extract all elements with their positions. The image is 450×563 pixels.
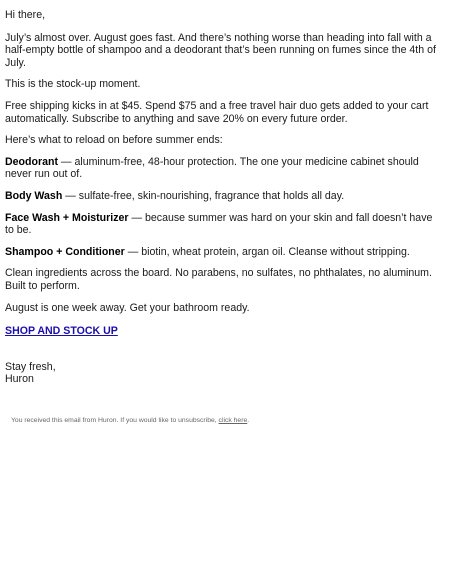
product-name: Shampoo + Conditioner [5,245,125,258]
ingredients-paragraph: Clean ingredients across the board. No parabens, no sulfates, no phthalates, no aluminum. Built to perform. [5,267,432,292]
stock-up-paragraph: This is the stock-up moment. [5,78,141,91]
product-deodorant [5,156,440,181]
offer-paragraph: Free shipping kicks in at $45. Spend $75 and a free travel hair duo gets added to your cart automatically. Subscribe to anything and save 20% on every future order. [5,99,429,125]
footer-text: You received this email from Huron. If you would like to unsubscribe, [11,416,219,424]
product-description: — aluminum-free, 48-hour protection. The one your medicine cabinet should never run out of. [5,155,419,181]
product-name: Body Wash [5,189,63,202]
product-name: Deodorant [5,155,58,168]
intro-paragraph: July’s almost over. August goes fast. And there’s nothing worse than heading into fall with a half-empty bottle of shampoo and a deodorant that’s been running on fumes since the 4th of July. [5,31,436,69]
product-description: — sulfate-free, skin-nourishing, fragrance that holds all day. [62,189,345,202]
product-description: — because summer was hard on your skin and fall doesn’t have to be. [5,211,433,237]
product-body-wash [5,190,440,203]
product-face-wash [5,212,440,237]
product-description: — biotin, wheat protein, argan oil. Cleanse without stripping. [124,245,410,258]
product-name: Face Wash + Moisturizer [5,211,129,224]
email-footer [5,416,440,425]
footer-end: . [247,416,250,424]
countdown-paragraph: August is one week away. Get your bathroom ready. [5,301,250,314]
shop-and-stock-up-link[interactable]: SHOP AND STOCK UP [5,325,118,338]
unsubscribe-link[interactable]: click here [218,416,248,424]
signoff-line: Stay fresh, [5,360,56,373]
signoff [5,361,440,386]
sender-name: Huron [5,373,34,386]
list-intro: Here’s what to reload on before summer ends: [5,134,223,147]
greeting: Hi there, [5,9,46,21]
product-shampoo [5,246,440,259]
